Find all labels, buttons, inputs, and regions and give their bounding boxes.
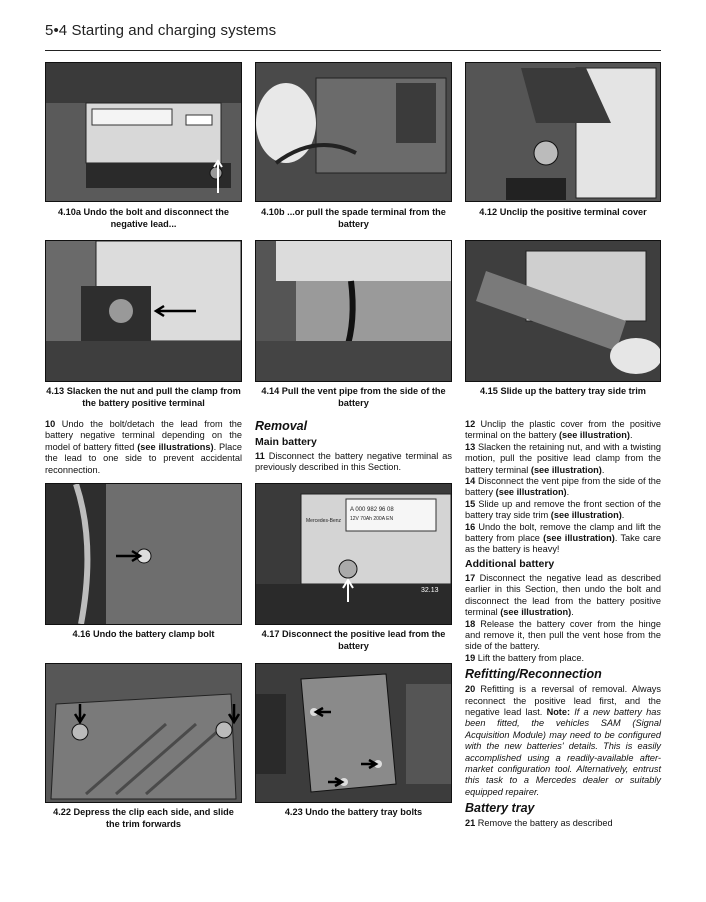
right-column-text — [465, 419, 661, 830]
paragraph-18: 18 Release the battery cover from the hinge and remove it, then pull the vent hose from the side of the battery. — [465, 618, 661, 652]
photo-trim-clips — [45, 663, 242, 803]
paragraph-12: 12 Unclip the plastic cover from the positive terminal on the battery (see illustration). — [465, 419, 661, 441]
figure-caption: 4.17 Disconnect the positive lead from the battery — [261, 629, 446, 651]
figure-caption: 4.13 Slacken the nut and pull the clamp from the battery positive terminal — [46, 386, 241, 408]
figure-caption: 4.10a Undo the bolt and disconnect the negative lead... — [57, 207, 230, 229]
figure-4-10a — [45, 62, 242, 232]
figure-4-23 — [255, 663, 452, 838]
figure-caption: 4.10b ...or pull the spade terminal from the battery — [261, 207, 446, 229]
figure-caption: 4.12 Unclip the positive terminal cover — [479, 207, 647, 217]
figure-4-15 — [465, 240, 661, 410]
battery-label-brand: Mercedes-Benz — [306, 518, 342, 524]
figure-4-22 — [45, 663, 242, 838]
figure-4-16 — [45, 483, 242, 653]
heading-main-battery: Main battery — [255, 436, 317, 448]
heading-battery-tray: Battery tray — [465, 801, 535, 816]
photo-positive-cover — [465, 62, 661, 202]
header-rule — [45, 50, 661, 51]
figure-4-12 — [465, 62, 661, 232]
paragraph-21: 21 Remove the battery as described — [465, 818, 613, 829]
paragraph-19: 19 Lift the battery from place. — [465, 652, 585, 663]
figure-caption: 4.16 Undo the battery clamp bolt — [72, 629, 215, 639]
page-title: 5•4 Starting and charging systems — [45, 22, 277, 39]
paragraph-11: 11 Disconnect the battery negative terminal as previously described in this Section. — [255, 451, 452, 473]
figure-caption: 4.14 Pull the vent pipe from the side of the battery — [261, 386, 446, 408]
figure-caption: 4.23 Undo the battery tray bolts — [284, 807, 423, 817]
paragraph-14: 14 Disconnect the vent pipe from the side of the battery (see illustration). — [465, 476, 662, 498]
figure-caption: 4.22 Depress the clip each side, and slide the trim forwards — [53, 807, 234, 829]
paragraph-17: 17 Disconnect the negative lead as described earlier in this Section, then undo the bolt and disconnect the lead from the battery positive terminal (see illustration). — [465, 572, 661, 618]
photo-tag-32-13: 32.13 — [421, 587, 439, 594]
photo-tray-trim — [465, 240, 661, 382]
paragraph-15: 15 Slide up and remove the front section of the battery tray side trim (see illustration). — [465, 498, 662, 521]
figure-4-10b — [255, 62, 452, 232]
photo-positive-lead — [255, 483, 452, 625]
figure-4-17 — [255, 483, 452, 653]
photo-negative-terminal — [45, 62, 242, 202]
photo-clamp-bolt — [45, 483, 242, 625]
battery-label-spec: 12V 70Ah 200A EN — [350, 516, 394, 522]
heading-additional-battery: Additional battery — [465, 557, 555, 570]
figure-4-13 — [45, 240, 242, 410]
figure-caption: 4.15 Slide up the battery tray side trim — [480, 386, 646, 396]
middle-column-text — [255, 419, 452, 474]
battery-label-part: A 000 982 96 08 — [350, 507, 394, 513]
paragraph-16: 16 Undo the bolt, remove the clamp and lift the battery from place (see illustration). Take care as the battery is heavy! — [465, 521, 661, 555]
photo-positive-clamp — [45, 240, 242, 382]
page-header — [45, 18, 661, 48]
paragraph-20: 20 Refitting is a reversal of removal. Always reconnect the positive lead first, and the negative lead last. Note: If a new battery has been fitted, the vehicles SAM (Signal Acquisition Module) may need to be configured with the new batteries' details. This is easily accomplished using a readily-available after-market configuration tool. Alternatively, entrust this task to a Mercedes dealer or suitably equipped repairer. — [465, 684, 662, 797]
paragraph-10: 10 Undo the bolt/detach the lead from the battery negative terminal depending on the model of battery fitted (see illustrations). Place the lead to one side to prevent accidental reconnection. — [45, 419, 242, 475]
paragraph-13: 13 Slacken the retaining nut, and with a twisting motion, pull the positive lead clamp from the battery terminal (see illustration). — [465, 441, 661, 475]
photo-tray-bolts — [255, 663, 452, 803]
figure-4-14 — [255, 240, 452, 410]
photo-vent-pipe — [255, 240, 452, 382]
heading-removal: Removal — [255, 419, 308, 433]
left-column-text — [45, 419, 242, 476]
heading-refitting: Refitting/Reconnection — [465, 667, 602, 682]
photo-spade-terminal — [255, 62, 452, 202]
